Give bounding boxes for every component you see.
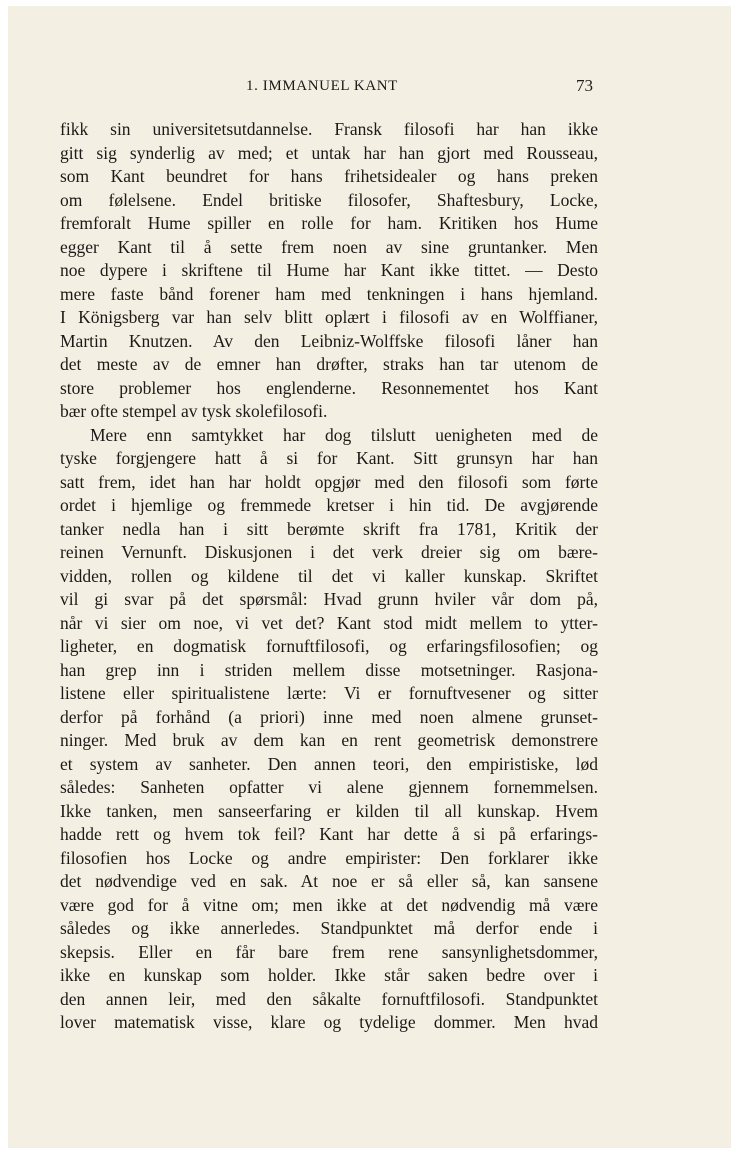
body-text [60, 118, 598, 1035]
text-line: han grep inn i striden mellem disse motsetninger. Rasjona- [60, 659, 598, 680]
text-line: noe dypere i skriftene til Hume har Kant ikke tittet. — Desto [60, 260, 598, 280]
paragraph-1 [60, 118, 598, 424]
text-line: være god for å vitne om; men ikke at det nødvendig må være [60, 894, 598, 915]
text-line: reinen Vernunft. Diskusjonen i det verk dreier sig om bære- [60, 542, 598, 562]
text-line: mere faste bånd forener ham med tenkningen i hans hjemland. [60, 283, 598, 304]
text-line: listene eller spiritualistene lærte: Vi er fornuftvesener og sitter [60, 683, 598, 703]
text-line: således: Sanheten opfatter vi alene gjennem fornemmelsen. [60, 777, 598, 797]
text-line: hadde rett og hvem tok feil? Kant har dette å si på erfarings- [60, 824, 598, 844]
text-line: I Königsberg var han selv blitt oplært i filosofi av en Wolffianer, [60, 307, 598, 327]
text-line: lover matematisk visse, klare og tydelige dommer. Men hvad [60, 1012, 598, 1032]
text-line: derfor på forhånd (a priori) inne med noen almene grunset- [60, 706, 598, 727]
text-line: gitt sig synderlig av med; et untak har han gjort med Rousseau, [60, 142, 598, 163]
text-line: det meste av de emner han drøfter, straks han tar utenom de [60, 354, 598, 374]
text-line: ordet i hjemlige og fremmede kretser i hin tid. De avgjørende [60, 495, 598, 515]
text-line: når vi sier om noe, vi vet det? Kant stod midt mellem to ytter- [60, 612, 598, 633]
running-title: 1. IMMANUEL KANT [246, 78, 398, 94]
text-line: et system av sanheter. Den annen teori, den empiristiske, lød [60, 753, 598, 774]
page-number: 73 [576, 76, 593, 95]
text-line: bær ofte stempel av tysk skolefilosofi. [60, 401, 328, 421]
text-line: som Kant beundret for hans frihetsidealer og hans preken [60, 166, 598, 186]
text-line: egger Kant til å sette frem noen av sine gruntanker. Men [60, 236, 598, 257]
text-line: således og ikke annerledes. Standpunktet må derfor ende i [60, 918, 598, 938]
text-line: ikke en kunskap som holder. Ikke står saken bedre over i [60, 965, 598, 985]
text-line: vidden, rollen og kildene til det vi kaller kunskap. Skriftet [60, 565, 598, 586]
text-line: Martin Knutzen. Av den Leibniz-Wolffske filosofi låner han [60, 330, 598, 351]
text-line: satt frem, idet han har holdt opgjør med den filosofi som førte [60, 471, 598, 492]
text-line: Ikke tanken, men sanseerfaring er kilden til all kunskap. Hvem [60, 800, 598, 821]
text-line: vil gi svar på det spørsmål: Hvad grunn hviler vår dom på, [60, 589, 598, 609]
text-line: tyske forgjengere hatt å si for Kant. Sitt grunsyn har han [60, 448, 598, 468]
text-line: filosofien hos Locke og andre empirister: Den forklarer ikke [60, 847, 598, 868]
text-line: ligheter, en dogmatisk fornuftfilosofi, og erfaringsfilosofien; og [60, 636, 598, 656]
running-head [0, 78, 739, 100]
text-line: om følelsene. Endel britiske filosofer, Shaftesbury, Locke, [60, 189, 598, 210]
text-line: Mere enn samtykket har dog tilslutt uenigheten med de [90, 424, 598, 445]
text-line: tanker nedla han i sitt berømte skrift fra 1781, Kritik der [60, 518, 598, 539]
text-line: fremforalt Hume spiller en rolle for ham. Kritiken hos Hume [60, 213, 598, 233]
text-line: skepsis. Eller en får bare frem rene sansynlighetsdommer, [60, 941, 598, 962]
text-line: det nødvendige ved en sak. At noe er så eller så, kan sansene [60, 871, 598, 891]
paragraph-2 [60, 424, 598, 1035]
text-line: den annen leir, med den såkalte fornuftfilosofi. Standpunktet [60, 988, 598, 1009]
text-line: store problemer hos englenderne. Resonnementet hos Kant [60, 377, 598, 398]
text-line: fikk sin universitetsutdannelse. Fransk filosofi har han ikke [60, 119, 598, 139]
text-line: ninger. Med bruk av dem kan en rent geometrisk demonstrere [60, 730, 598, 750]
